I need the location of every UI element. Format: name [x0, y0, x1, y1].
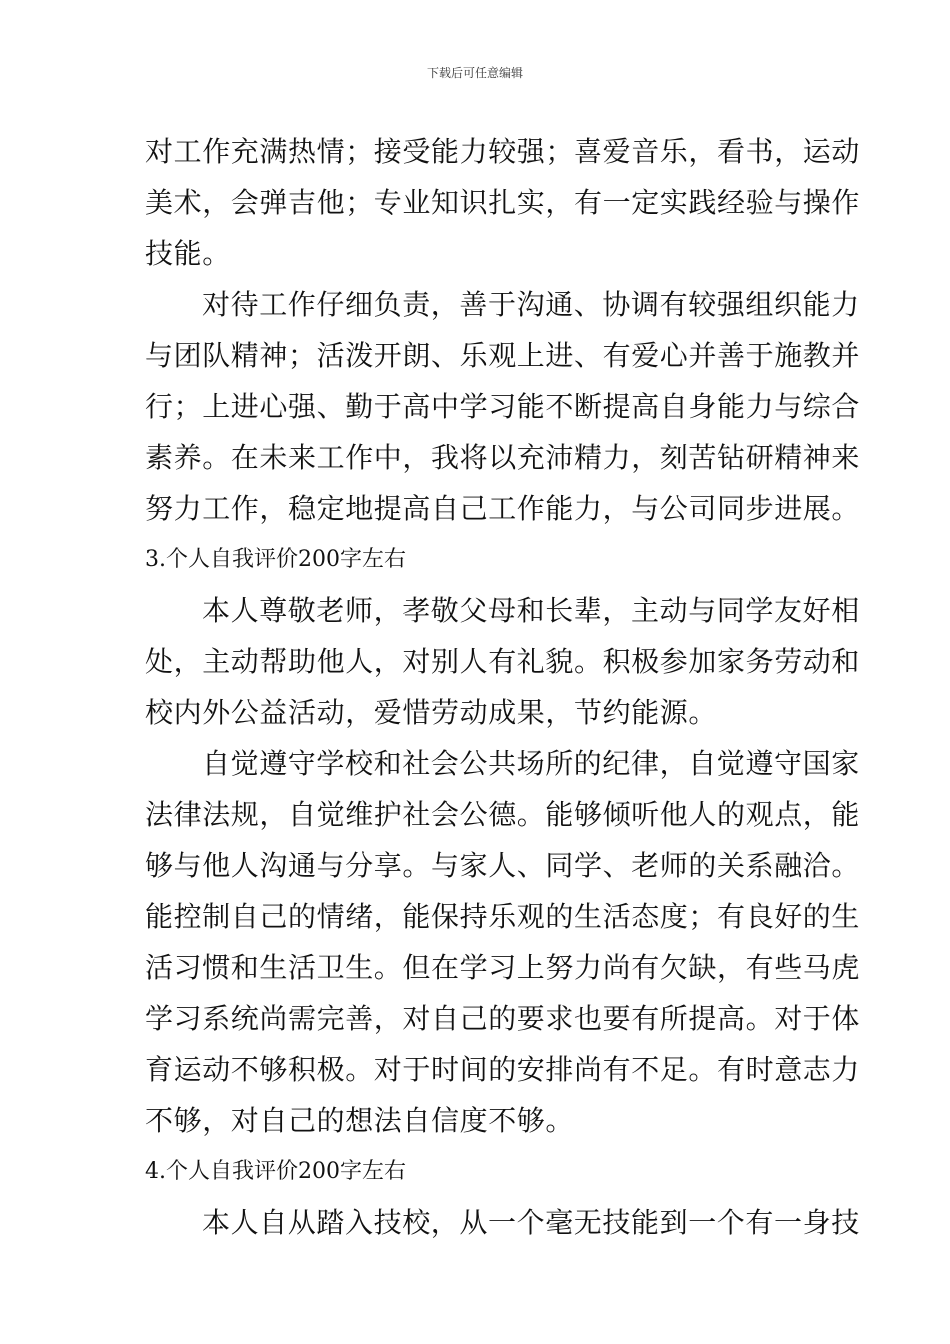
text-line: 技能。: [145, 237, 231, 270]
text-line: 法律法规，自觉维护社会公德。能够倾听他人的观点，能: [145, 798, 861, 831]
text-line: 本人自从踏入技校，从一个毫无技能到一个有一身技: [202, 1206, 860, 1239]
text-line: 与团队精神；活泼开朗、乐观上进、有爱心并善于施教并: [145, 339, 861, 372]
text-line: 对工作充满热情；接受能力较强；喜爱音乐，看书，运动: [145, 135, 861, 168]
text-line: 能控制自己的情绪，能保持乐观的生活态度；有良好的生: [145, 900, 861, 933]
text-line: 够与他人沟通与分享。与家人、同学、老师的关系融洽。: [145, 849, 861, 882]
text-line: 对待工作仔细负责，善于沟通、协调有较强组织能力: [202, 288, 860, 321]
text-line: 美术，会弹吉他；专业知识扎实，有一定实践经验与操作: [145, 186, 861, 219]
text-line: 校内外公益活动，爱惜劳动成果，节约能源。: [145, 696, 718, 729]
section-heading: 3.个人自我评价200字左右: [145, 547, 406, 572]
text-line: 素养。在未来工作中，我将以充沛精力，刻苦钻研精神来: [145, 441, 861, 474]
text-line: 本人尊敬老师，孝敬父母和长辈，主动与同学友好相: [202, 594, 860, 627]
text-line: 自觉遵守学校和社会公共场所的纪律，自觉遵守国家: [202, 747, 860, 780]
text-line: 处，主动帮助他人，对别人有礼貌。积极参加家务劳动和: [145, 645, 861, 678]
text-line: 努力工作，稳定地提高自己工作能力，与公司同步进展。: [145, 492, 861, 525]
text-line: 不够，对自己的想法自信度不够。: [145, 1104, 575, 1137]
text-line: 学习系统尚需完善，对自己的要求也要有所提高。对于体: [145, 1002, 861, 1035]
text-line: 活习惯和生活卫生。但在学习上努力尚有欠缺，有些马虎: [145, 951, 861, 984]
text-line: 行；上进心强、勤于高中学习能不断提高自身能力与综合: [145, 390, 861, 423]
page-header-note: 下载后可任意编辑: [426, 66, 523, 80]
text-line: 育运动不够积极。对于时间的安排尚有不足。有时意志力: [145, 1053, 861, 1086]
section-heading: 4.个人自我评价200字左右: [145, 1159, 406, 1184]
document-body: [145, 126, 861, 1248]
